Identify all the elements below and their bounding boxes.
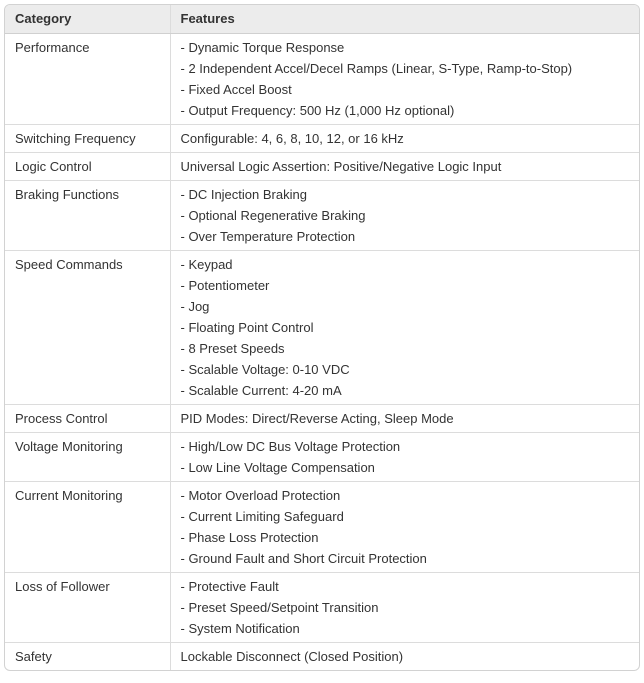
- category-cell: Voltage Monitoring: [5, 433, 170, 482]
- spec-table: [5, 5, 639, 670]
- table-row: [5, 643, 639, 671]
- feature-line: - Optional Regenerative Braking: [180, 208, 366, 223]
- category-cell: Switching Frequency: [5, 125, 170, 153]
- table-row: [5, 433, 639, 482]
- feature-line: - System Notification: [180, 621, 300, 636]
- feature-line: - Scalable Current: 4-20 mA: [180, 383, 342, 398]
- table-row: [5, 34, 639, 125]
- table-row: [5, 405, 639, 433]
- feature-line: - Phase Loss Protection: [180, 530, 319, 545]
- category-cell: Process Control: [5, 405, 170, 433]
- category-cell: Braking Functions: [5, 181, 170, 251]
- features-cell: [170, 181, 639, 251]
- feature-line: - Motor Overload Protection: [180, 488, 341, 503]
- feature-line: - Protective Fault: [180, 579, 279, 594]
- feature-line: - Potentiometer: [180, 278, 270, 293]
- feature-line: - Preset Speed/Setpoint Transition: [180, 600, 379, 615]
- category-cell: Logic Control: [5, 153, 170, 181]
- table-row: [5, 181, 639, 251]
- features-cell: [170, 153, 639, 181]
- features-cell: [170, 433, 639, 482]
- feature-line: PID Modes: Direct/Reverse Acting, Sleep Mode: [180, 411, 454, 426]
- feature-line: - DC Injection Braking: [180, 187, 307, 202]
- feature-line: - Output Frequency: 500 Hz (1,000 Hz optional): [180, 103, 455, 118]
- feature-line: Configurable: 4, 6, 8, 10, 12, or 16 kHz: [180, 131, 404, 146]
- features-cell: [170, 251, 639, 405]
- table-row: [5, 125, 639, 153]
- feature-line: - Dynamic Torque Response: [180, 40, 345, 55]
- feature-line: - Ground Fault and Short Circuit Protection: [180, 551, 427, 566]
- features-table: [4, 4, 640, 671]
- features-cell: [170, 573, 639, 643]
- features-cell: [170, 34, 639, 125]
- category-cell: Safety: [5, 643, 170, 671]
- table-row: [5, 153, 639, 181]
- feature-line: Lockable Disconnect (Closed Position): [180, 649, 404, 664]
- feature-line: - Keypad: [180, 257, 233, 272]
- features-cell: [170, 405, 639, 433]
- category-cell: Performance: [15, 40, 90, 55]
- feature-line: - 2 Independent Accel/Decel Ramps (Linear, S-Type, Ramp-to-Stop): [180, 61, 573, 76]
- feature-line: - Jog: [180, 299, 210, 314]
- feature-line: - Scalable Voltage: 0-10 VDC: [180, 362, 350, 377]
- table-body: [5, 34, 639, 671]
- feature-line: - Low Line Voltage Compensation: [180, 460, 375, 475]
- feature-line: - High/Low DC Bus Voltage Protection: [180, 439, 401, 454]
- column-header-category: Category: [5, 5, 170, 34]
- column-header-features: Features: [170, 5, 639, 34]
- category-cell: Speed Commands: [5, 251, 170, 405]
- feature-line: Universal Logic Assertion: Positive/Negative Logic Input: [180, 159, 502, 174]
- feature-line: - Fixed Accel Boost: [180, 82, 292, 97]
- category-cell: Current Monitoring: [5, 482, 170, 573]
- feature-line: - 8 Preset Speeds: [180, 341, 285, 356]
- header-row: [5, 5, 639, 34]
- features-cell: [170, 643, 639, 671]
- features-cell: [170, 482, 639, 573]
- table-row: [5, 251, 639, 405]
- table-row: [5, 482, 639, 573]
- feature-line: - Current Limiting Safeguard: [180, 509, 344, 524]
- features-cell: [170, 125, 639, 153]
- category-cell: Loss of Follower: [5, 573, 170, 643]
- table-row: [5, 573, 639, 643]
- feature-line: - Over Temperature Protection: [180, 229, 356, 244]
- feature-line: - Floating Point Control: [180, 320, 314, 335]
